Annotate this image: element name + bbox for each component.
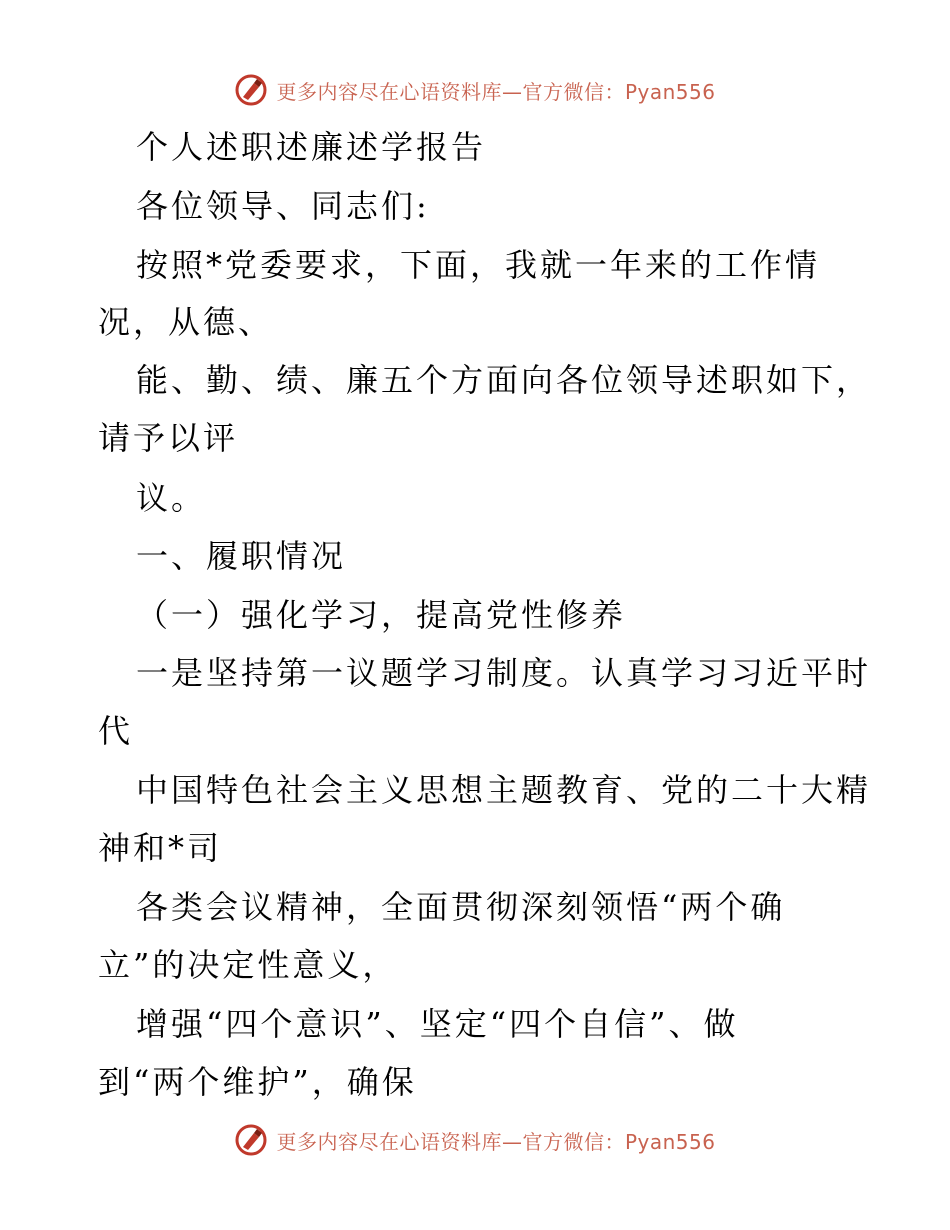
header-watermark-banner xyxy=(0,70,950,110)
document-title: 个人述职述廉述学报告 xyxy=(136,128,487,166)
footer-watermark-banner xyxy=(0,1120,950,1160)
brand-logo-icon xyxy=(234,1123,268,1157)
subsection-heading: （一）强化学习，提高党性修养 xyxy=(136,596,627,634)
header-watermark-text: 更多内容尽在心语资料库—官方微信：Pyan556 xyxy=(276,79,716,104)
paragraph-line: 中国特色社会主义思想主题教育、党的二十大精 xyxy=(136,771,872,809)
brand-logo-icon xyxy=(234,73,268,107)
paragraph-line: 增强“四个意识”、坚定“四个自信”、做 xyxy=(136,1005,739,1043)
paragraph-line: 议。 xyxy=(136,479,207,517)
paragraph-line: 一是坚持第一议题学习制度。认真学习习近平时 xyxy=(136,654,872,692)
paragraph-line: 请予以评 xyxy=(98,419,239,457)
paragraph-line: 各类会议精神，全面贯彻深刻领悟“两个确 xyxy=(136,888,786,926)
section-heading: 一、履职情况 xyxy=(136,537,347,575)
paragraph-line: 立”的决定性意义， xyxy=(98,946,398,984)
paragraph-line: 到“两个维护”，确保 xyxy=(98,1063,417,1101)
paragraph-line: 神和*司 xyxy=(98,829,223,867)
paragraph-line: 能、勤、绩、廉五个方面向各位领导述职如下， xyxy=(136,361,872,399)
paragraph-line: 况，从德、 xyxy=(98,303,274,341)
paragraph-line: 按照*党委要求，下面，我就一年来的工作情 xyxy=(136,246,821,284)
footer-watermark-text: 更多内容尽在心语资料库—官方微信：Pyan556 xyxy=(276,1129,716,1154)
salutation: 各位领导、同志们: xyxy=(136,187,430,225)
paragraph-line: 代 xyxy=(98,712,134,750)
